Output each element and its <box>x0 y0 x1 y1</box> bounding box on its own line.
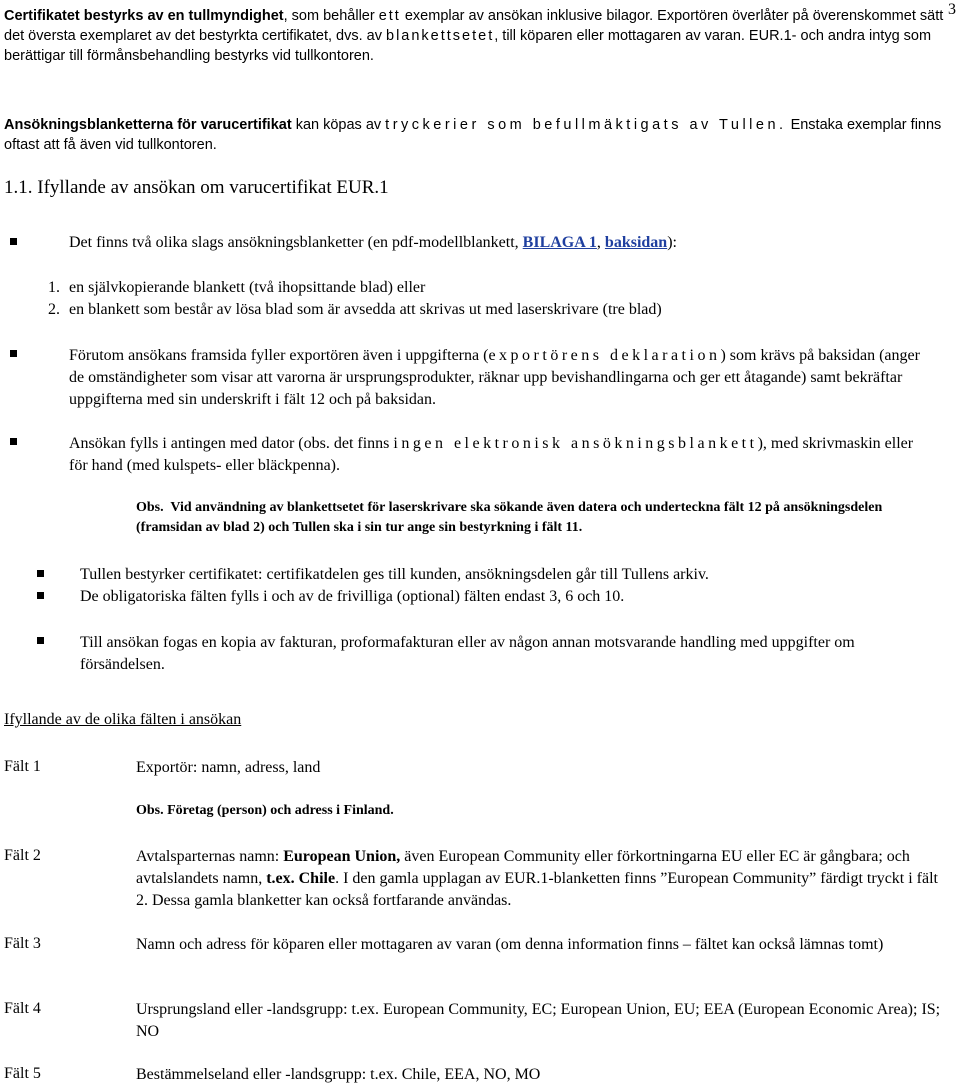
bullet-icon <box>37 637 44 644</box>
blanks-paragraph <box>4 115 949 155</box>
bullet-mandatory: De obligatoriska fälten fylls i och av de frivilliga (optional) fälten endast 3, 6 och 10. <box>80 588 625 605</box>
forms-list-item <box>48 278 948 298</box>
bullet-icon <box>37 570 44 577</box>
list-number: 2. <box>48 301 60 318</box>
intro-spaced-2: blankettsetet <box>386 28 495 44</box>
list-text: en blankett som består av lösa blad som är avsedda att skrivas ut med laserskrivare (tre blad) <box>69 301 662 318</box>
forms-text-2: , <box>596 234 605 251</box>
forms-list-item <box>48 300 948 320</box>
decl-text-2: ) som krävs på baksidan (anger de omständigheter som visar att varorna är ursprungsprodukter, räknar upp bevishandlingarna och ger ett åtagande) samt bekräftar uppgifterna med sin underskrift i fält 12 och på baksidan. <box>69 347 920 408</box>
field-3-text: Namn och adress för köparen eller mottagaren av varan (om denna information finns – fältet kan också lämnas tomt) <box>136 936 884 953</box>
filling-text-2: ), med skrivmaskin eller för hand (med kulspets- eller bläckpenna). <box>69 435 914 474</box>
field-1-text: Exportör: namn, adress, land <box>136 759 321 776</box>
bilaga-link[interactable]: BILAGA 1 <box>522 234 597 251</box>
bullet-filling <box>69 433 929 477</box>
field-2-text-1: Avtalsparternas namn: <box>136 848 284 865</box>
field-2-bold-1: European Union, <box>283 848 401 865</box>
bullet-icon <box>10 350 17 357</box>
blanks-text-1: kan köpas av <box>291 117 386 133</box>
bullet-icon <box>10 238 17 245</box>
list-text: en självkopierande blankett (två ihopsittande blad) eller <box>69 279 426 296</box>
blanks-bold: Ansökningsblanketterna för varucertifikat <box>4 117 292 133</box>
blanks-spaced: tryckerier som befullmäktigats av Tullen. <box>385 117 787 133</box>
obs-note <box>136 498 926 538</box>
bullet-certify: Tullen bestyrker certifikatet: certifikatdelen ges till kunden, ansökningsdelen går till Tullens arkiv. <box>80 566 709 583</box>
decl-text-1: Förutom ansökans framsida fyller exportören även i uppgifterna ( <box>69 347 489 364</box>
bullet-invoice: Till ansökan fogas en kopia av fakturan, proformafakturan eller av någon annan motsvarande handling med uppgifter om försändelsen. <box>80 634 855 673</box>
fields-section-title: Ifyllande av de olika fälten i ansökan <box>4 711 242 728</box>
blanks-text-2: Enstaka exemplar finns oftast att få även vid tullkontoren. <box>4 117 942 153</box>
bullet-icon <box>37 592 44 599</box>
field-3-name: Fält 3 <box>4 935 41 952</box>
section-heading: 1.1. Ifyllande av ansökan om varucertifikat EUR.1 <box>4 177 389 198</box>
obs-label: Obs. <box>136 500 164 515</box>
field-1-obs: Obs. Företag (person) och adress i Finland. <box>136 803 394 818</box>
list-number: 1. <box>48 279 60 296</box>
field-5-text: Bestämmelseland eller -landsgrupp: t.ex. Chile, EEA, NO, MO <box>136 1066 541 1083</box>
filling-spaced: ingen elektronisk ansökningsblankett <box>393 435 758 452</box>
field-2-text-3: . I den gamla upplagan av EUR.1-blanketten finns ”European Community” färdigt tryckt i fält 2. Dessa gamla blanketter kan också fortfarande användas. <box>136 870 938 909</box>
bullet-icon <box>10 438 17 445</box>
bullet-forms <box>69 233 949 253</box>
intro-paragraph <box>4 6 949 66</box>
forms-text-1: Det finns två olika slags ansökningsblanketter (en pdf-modellblankett, <box>69 234 523 251</box>
field-1-name: Fält 1 <box>4 758 41 775</box>
obs-text: Vid användning av blankettsetet för laserskrivare ska sökande även datera och underteckna fält 12 på ansökningsdelen (framsidan av blad 2) och Tullen ska i sin tur ange sin bestyrkning i fält 11. <box>136 500 883 535</box>
intro-text-3: , till köparen eller mottagaren av varan. EUR.1- och andra intyg som berättigar till förmånsbehandling bestyrks vid tullkontoren. <box>4 28 932 64</box>
decl-spaced: exportörens deklaration <box>488 347 721 364</box>
baksidan-link[interactable]: baksidan <box>604 234 668 251</box>
field-2-bold-2: t.ex. Chile <box>266 870 336 887</box>
field-2-text-2: även European Community eller förkortningarna EU eller EC är gångbara; och avtalslandets namn, <box>136 848 910 887</box>
field-4-text: Ursprungsland eller -landsgrupp: t.ex. European Community, EC; European Union, EU; EEA (European Economic Area); IS; NO <box>136 1001 941 1040</box>
intro-spaced-1: ett <box>378 8 401 24</box>
field-2-text <box>136 846 946 912</box>
forms-text-3: ): <box>667 234 677 251</box>
bullet-declaration <box>69 345 929 411</box>
filling-text-1: Ansökan fylls i antingen med dator (obs. det finns <box>69 435 394 452</box>
field-4-name: Fält 4 <box>4 1000 41 1017</box>
intro-text-2: exemplar av ansökan inklusive bilagor. Exportören överlåter på överenskommet sätt det översta exemplaret av det bestyrkta certifikatet, dvs. av <box>4 8 944 44</box>
field-5-name: Fält 5 <box>4 1065 41 1082</box>
intro-text-1: , som behåller <box>283 8 379 24</box>
page-number: 3 <box>948 1 956 18</box>
intro-bold: Certifikatet bestyrks av en tullmyndighet <box>4 8 284 24</box>
field-2-name: Fält 2 <box>4 847 41 864</box>
